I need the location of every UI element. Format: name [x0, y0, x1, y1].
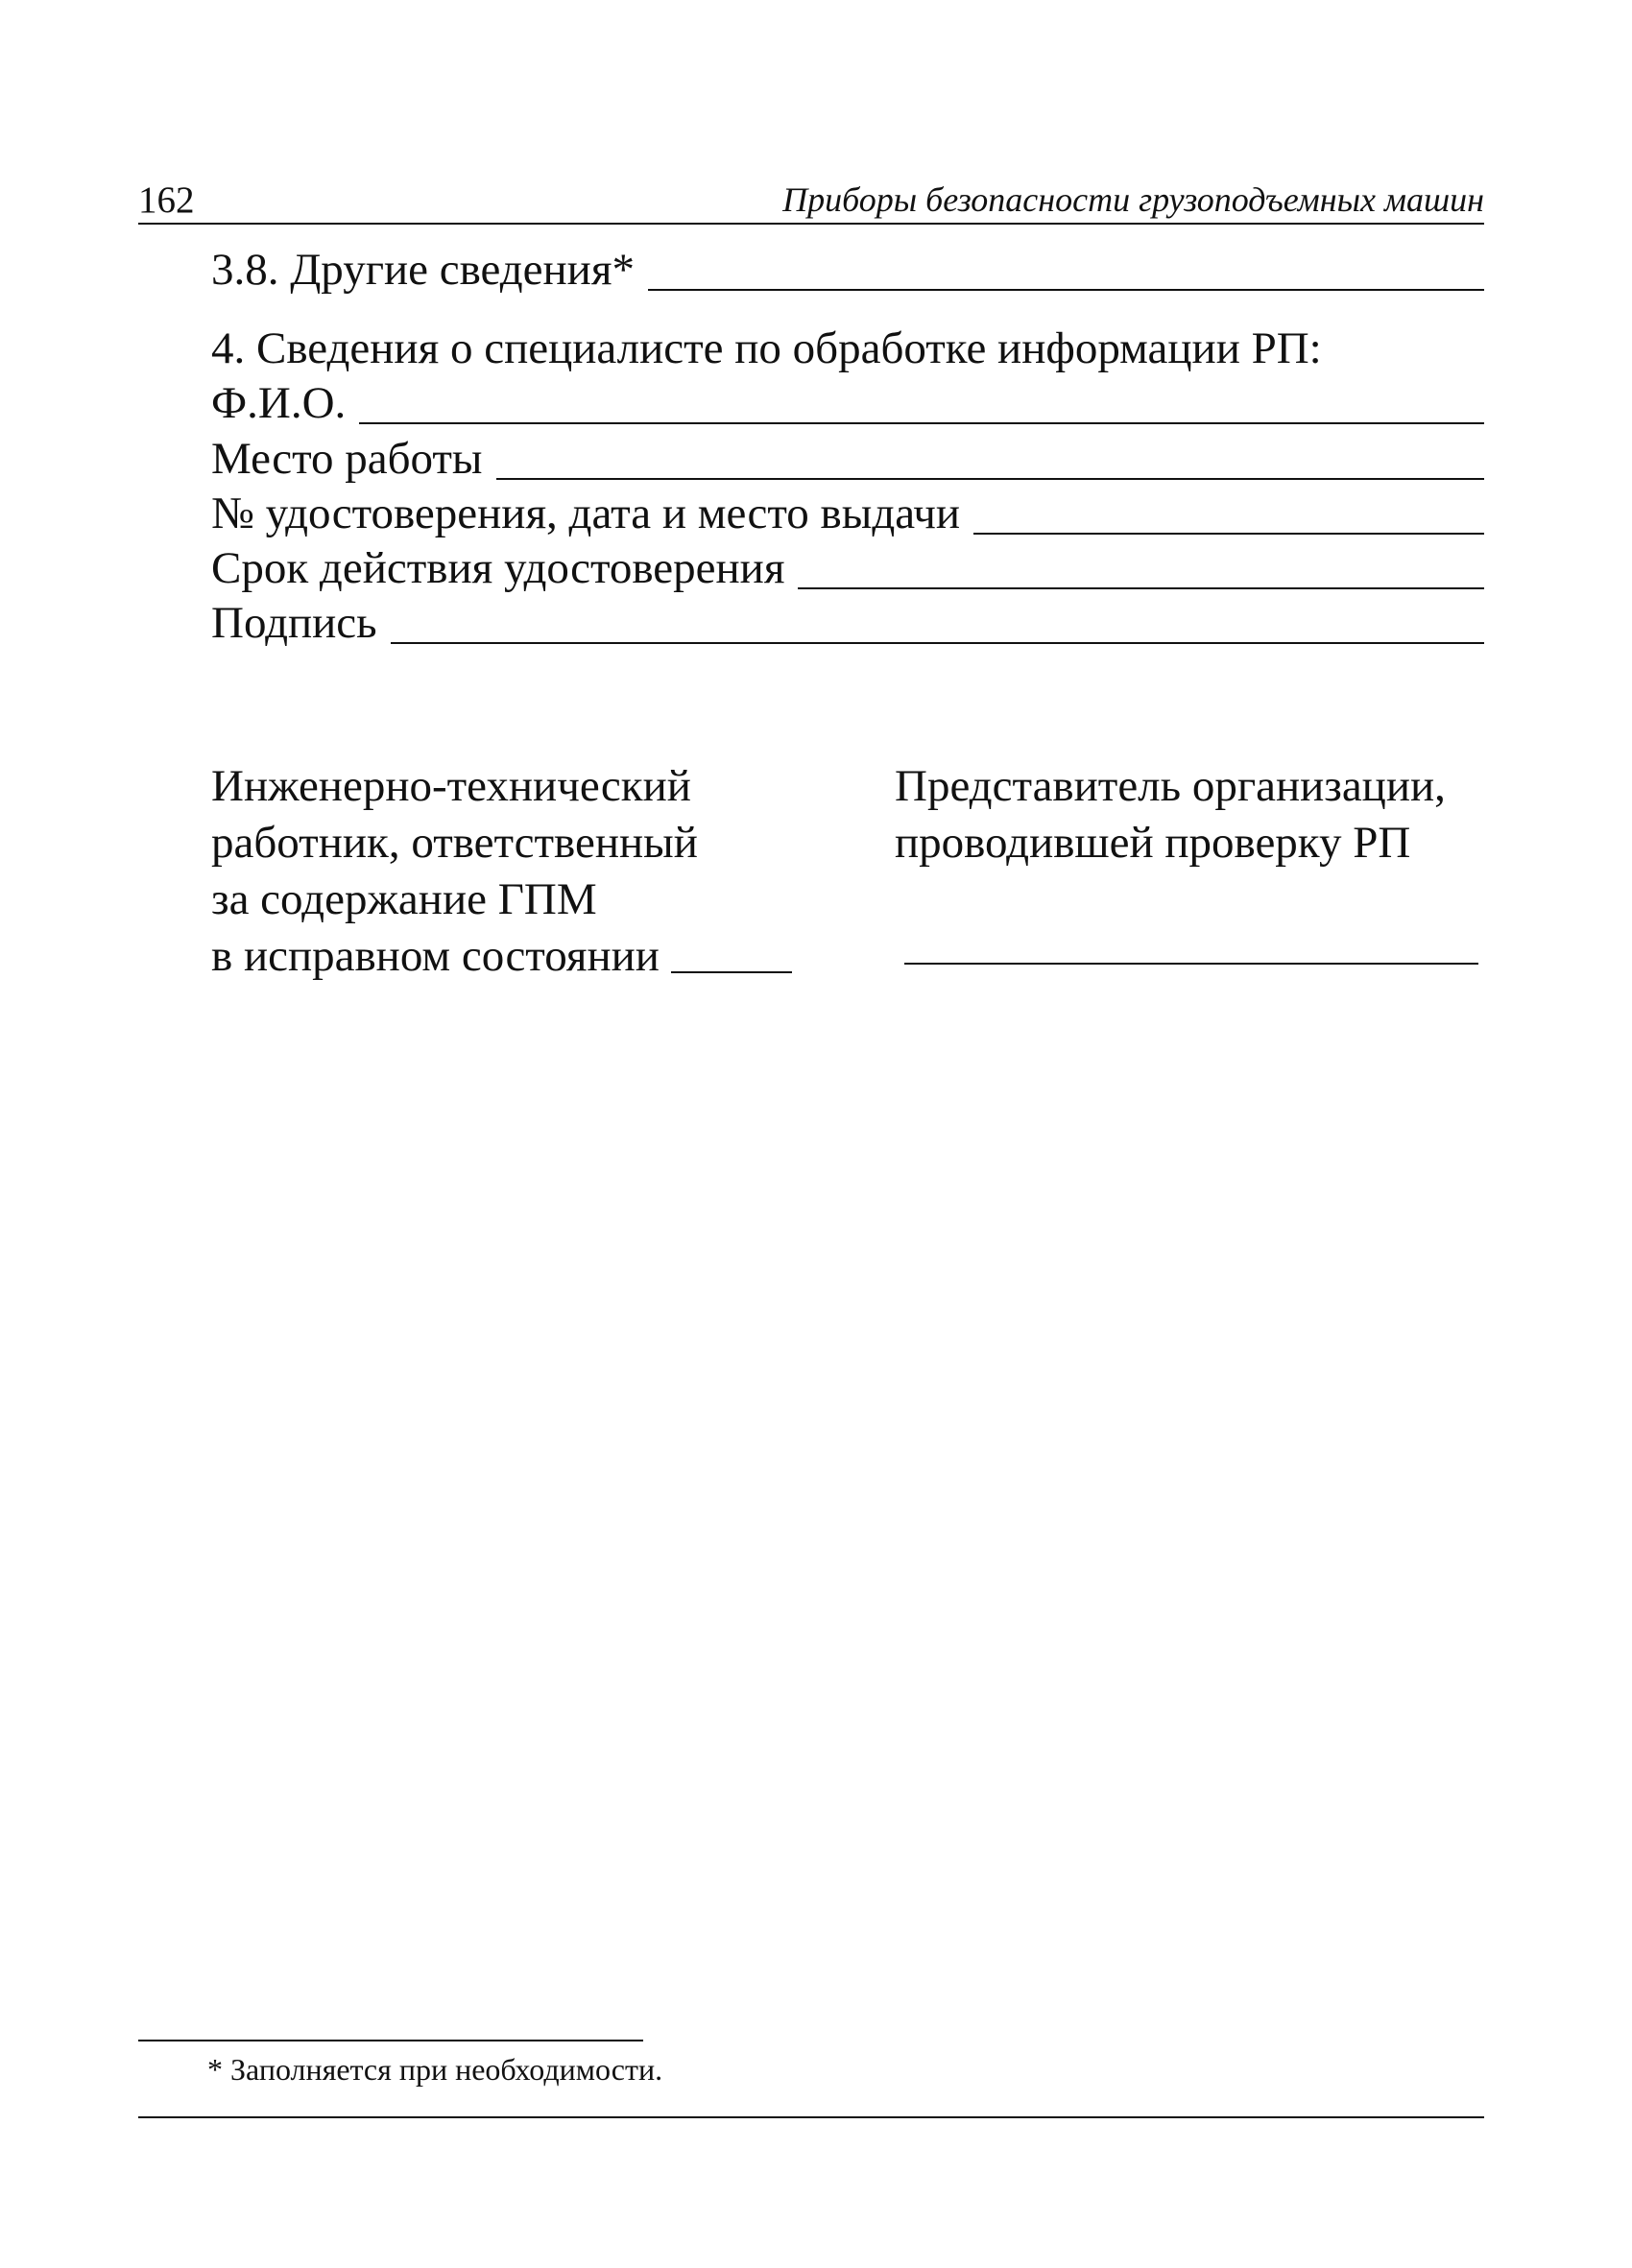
fill-in-line — [798, 587, 1484, 589]
footnote-separator — [138, 2040, 643, 2041]
fill-in-line — [496, 478, 1484, 480]
page-header — [138, 175, 1484, 225]
fill-in-line — [359, 422, 1484, 424]
signature-title-line: Инженерно-технический — [211, 761, 691, 811]
field-full-name — [211, 378, 1484, 428]
fill-in-line — [391, 642, 1484, 644]
signature-block-representative — [895, 758, 1490, 871]
signature-block-engineer — [211, 758, 845, 985]
field-label: № удостоверения, дата и место выдачи — [211, 489, 960, 538]
page-bottom-rule — [138, 2116, 1484, 2118]
field-label: 3.8. Другие сведения* — [211, 245, 635, 295]
signature-title-line: за содержание ГПМ — [211, 874, 597, 924]
signature-line — [904, 963, 1478, 965]
field-other-info — [211, 245, 1484, 295]
signature-title-line: проводившей проверку РП — [895, 818, 1411, 868]
footnote: * Заполняется при необходимости. — [207, 2052, 663, 2087]
field-signature — [211, 598, 1484, 648]
field-label: Место работы — [211, 434, 483, 484]
signature-title-line: работник, ответственный — [211, 818, 698, 868]
signature-title-line: Представитель организации, — [895, 761, 1446, 811]
field-workplace — [211, 434, 1484, 484]
field-certificate-validity — [211, 543, 1484, 593]
fill-in-line — [648, 289, 1484, 291]
signature-title-line: в исправном состоянии — [211, 931, 660, 981]
field-certificate-number — [211, 491, 1484, 537]
signature-title-last-line — [211, 928, 845, 985]
running-title: Приборы безопасности грузоподъемных машин — [782, 180, 1484, 219]
field-label: Срок действия удостоверения — [211, 543, 785, 593]
field-label: Ф.И.О. — [211, 378, 347, 428]
signature-line — [671, 971, 792, 973]
field-label: Подпись — [211, 598, 377, 648]
fill-in-line — [973, 533, 1484, 535]
section-4-heading: 4. Сведения о специалисте по обработке информации РП: — [211, 323, 1322, 373]
page-number: 162 — [138, 179, 195, 221]
